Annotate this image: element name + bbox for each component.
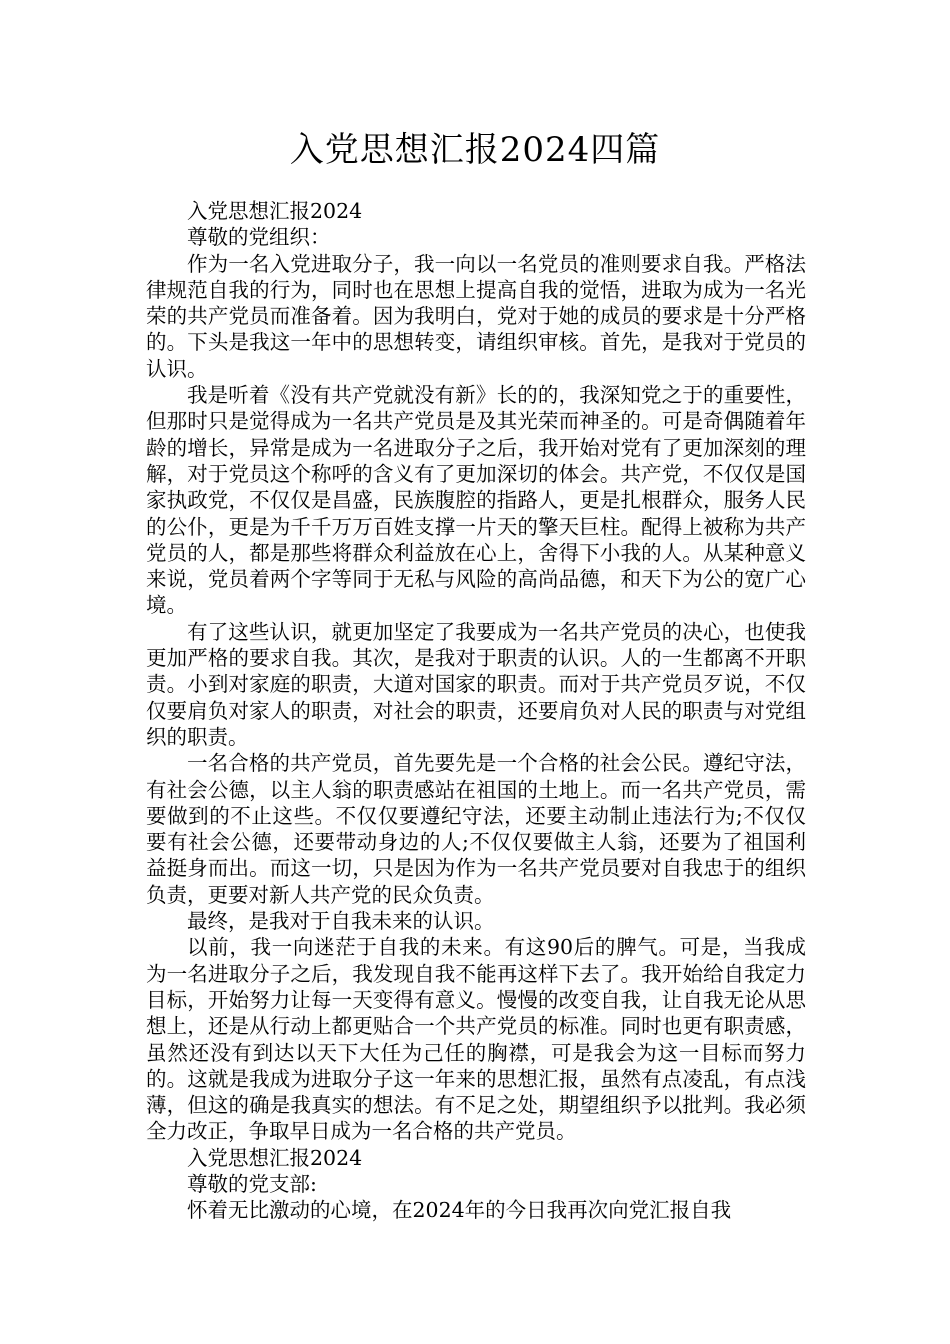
- salutation: 尊敬的党支部:: [187, 1171, 317, 1196]
- paragraph: 有了这些认识，就更加坚定了我要成为一名共产党员的决心，也使我更加严格的要求自我。其次，是我对于职责的认识。人的一生都离不开职责。小到对家庭的职责，大道对国家的职责。而对于共产党员歹说，不仅仅要肩负对家人的职责，对社会的职责，还要肩负对人民的职责与对党组织的职责。: [146, 619, 806, 749]
- paragraph: 以前，我一向迷茫于自我的未来。有这90后的脾气。可是，当我成为一名进取分子之后，我发现自我不能再这样下去了。我开始给自我定力目标，开始努力让每一天变得有意义。慢慢的改变自我，让自我无论从思想上，还是从行动上都更贴合一个共产党员的标准。同时也更有职责感，虽然还没有到达以天下大任为己任的胸襟，可是我会为这一目标而努力的。这就是我成为进取分子这一年来的思想汇报，虽然有点凌乱，有点浅薄，但这的确是我真实的想法。有不足之处，期望组织予以批判。我必须全力改正，争取早日成为一名合格的共产党员。: [146, 935, 806, 1144]
- salutation: 尊敬的党组织：: [187, 225, 331, 250]
- paragraph: 一名合格的共产党员，首先要先是一个合格的社会公民。遵纪守法，有社会公德，以主人翁的职责感站在祖国的土地上。而一名共产党员，需要做到的不止这些。不仅仅要遵纪守法，还要主动制止违法行为;不仅仅要有社会公德，还要带动身边的人;不仅仅要做主人翁，还要为了祖国利益挺身而出。而这一切，只是因为作为一名共产党员要对自我忠于的组织负责，更要对新人共产党的民众负责。: [146, 751, 806, 907]
- paragraph: 最终，是我对于自我未来的认识。: [187, 909, 495, 934]
- paragraph: 怀着无比激动的心境，在2024年的今日我再次向党汇报自我: [187, 1198, 732, 1223]
- document-body: [146, 198, 806, 1224]
- section-heading: 入党思想汇报2024: [187, 1145, 363, 1170]
- paragraph: 我是听着《没有共产党就没有新》长的的，我深知党之于的重要性，但那时只是觉得成为一名共产党员是及其光荣而神圣的。可是奇偶随着年龄的增长，异常是成为一名进取分子之后，我开始对党有了更加深刻的理解，对于党员这个称呼的含义有了更加深切的体会。共产党，不仅仅是国家执政党，不仅仅是昌盛，民族腹腔的指路人，更是扎根群众，服务人民的公仆，更是为千千万万百姓支撑一片天的擎天巨柱。配得上被称为共产党员的人，都是那些将群众利益放在心上，舍得下小我的人。从某种意义来说，党员着两个字等同于无私与风险的高尚品德，和天下为公的宽广心境。: [146, 383, 806, 618]
- paragraph: 作为一名入党进取分子，我一向以一名党员的准则要求自我。严格法律规范自我的行为，同时也在思想上提高自我的觉悟，进取为成为一名光荣的共产党员而准备着。因为我明白，党对于她的成员的要求是十分严格的。下头是我这一年中的思想转变，请组织审核。首先，是我对于党员的认识。: [146, 251, 806, 381]
- document-title: 入党思想汇报2024四篇: [289, 130, 661, 170]
- section-heading: 入党思想汇报2024: [187, 199, 363, 223]
